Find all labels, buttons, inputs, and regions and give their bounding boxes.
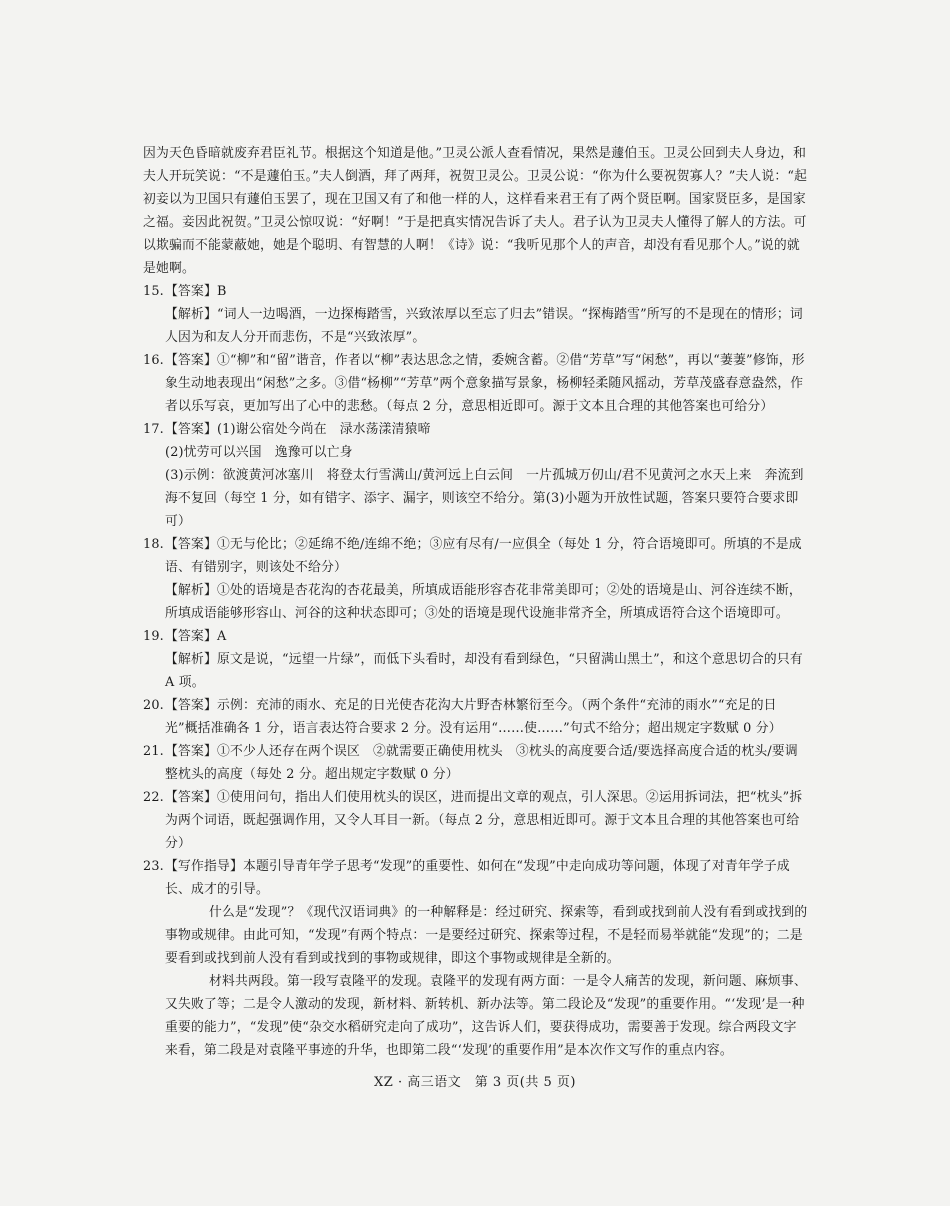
answer-item-22 [143,786,809,855]
item-number: 17. [143,422,164,437]
writing-guide-line: 【写作指导】本题引导青年学子思考“发现”的重要性、如何在“发现”中走向成功等问题，体现了对青年学子成长、成才的引导。 [165,859,790,897]
answer-item-20 [143,694,809,740]
item-number: 18. [143,537,164,552]
answer-line: 【答案】示例：充沛的雨水、充足的日光使杏花沟大片野杏林繁衍至今。（两个条件“充沛的雨水”“充足的日光”概括准确各 1 分，语言表达符合要求 2 分。没有运用“……使……”句式不给分；超出规定字数赋 0 分） [165,698,782,736]
answer-item-17 [143,418,809,533]
answer-item-15 [143,280,809,349]
answer-line: 【答案】①无与伦比；②延绵不绝/连绵不绝；③应有尽有/一应俱全（每处 1 分，符合语境即可。所填的不是成语、有错别字，则该处不给分） [165,537,802,575]
page-footer: XZ · 高三语文 第 3 页(共 5 页) [374,1075,576,1090]
item-number: 22. [143,790,164,805]
answer-item-18 [143,533,809,625]
answer-line: 【答案】①不少人还存在两个误区 ②就需要正确使用枕头 ③枕头的高度要合适/要选择高度合适的枕头/要调整枕头的高度（每处 2 分。超出规定字数赋 0 分） [165,744,798,782]
analysis-line: 【解析】“词人一边喝酒，一边探梅踏雪，兴致浓厚以至忘了归去”错误。“探梅踏雪”所写的不是现在的情形；词人因为和友人分开而悲伤，不是“兴致浓厚”。 [165,307,803,345]
translation-tail: 因为天色昏暗就废弃君臣礼节。根据这个知道是他。”卫灵公派人查看情况，果然是蘧伯玉。卫灵公回到夫人身边，和夫人开玩笑说：“不是蘧伯玉。”夫人倒酒，拜了两拜，祝贺卫灵公。卫灵公说：“你为什么要祝贺寡人？”夫人说：“起初妾以为卫国只有蘧伯玉罢了，现在卫国又有了和他一样的人，这样看来君王有了两个贤臣啊。国家贤臣多，是国家之福。妾因此祝贺。”卫灵公惊叹说：“好啊！”于是把真实情况告诉了夫人。君子认为卫灵夫人懂得了解人的方法。可以欺骗而不能蒙蔽她，她是个聪明、有智慧的人啊！《诗》说：“我听见那个人的声音，却没有看见那个人。”说的就是她啊。 [143,146,808,276]
page-content [143,142,809,1062]
analysis-line: 【解析】原文是说，“远望一片绿”，而低下头看时，却没有看到绿色，“只留满山黑土”，和这个意思切合的只有 A 项。 [165,652,803,690]
answer-line: (2)忧劳可以兴国 逸豫可以亡身 [165,445,353,460]
writing-paragraph-2: 材料共两段。第一段写袁隆平的发现。袁隆平的发现有两方面：一是令人痛苦的发现，新问题、麻烦事、又失败了等；二是令人激动的发现，新材料、新转机、新办法等。第二段论及“发现”的重要作用。“‘发现’是一种重要的能力”，“发现”使“杂交水稻研究走向了成功”，这告诉人们，要获得成功，需要善于发现。综合两段文字来看，第二段是对袁隆平事迹的升华，也即第二段“‘发现’的重要作用”是本次作文写作的重点内容。 [165,974,807,1058]
answer-line: 【答案】A [165,629,227,644]
answer-item-16 [143,349,809,418]
item-number: 16. [143,353,164,368]
writing-paragraph-1: 什么是“发现”？《现代汉语词典》的一种解释是：经过研究、探索等，看到或找到前人没有看到或找到的事物或规律。由此可知，“发现”有两个特点：一是要经过研究、探索等过程，不是轻而易举就能“发现”的；二是要看到或找到前人没有看到或找到的事物或规律，即这个事物或规律是全新的。 [165,905,808,966]
item-number: 15. [143,284,164,299]
answer-line: 【答案】(1)谢公宿处今尚在 渌水荡漾清猿啼 [165,422,431,437]
item-number: 23. [143,859,164,874]
answer-item-19 [143,625,809,694]
analysis-line: 【解析】①处的语境是杏花沟的杏花最美，所填成语能形容杏花非常美即可；②处的语境是山、河谷连续不断，所填成语能够形容山、河谷的这种状态即可；③处的语境是现代设施非常齐全，所填成语符合这个语境即可。 [165,583,802,621]
item-number: 19. [143,629,164,644]
answer-line: 【答案】①使用问句，指出人们使用枕头的误区，进而提出文章的观点，引人深思。②运用拆词法，把“枕头”拆为两个词语，既起强调作用，又令人耳目一新。（每点 2 分，意思相近即可。源于文本且合理的其他答案也可给分） [165,790,803,851]
answer-line: 【答案】①“柳”和“留”谐音，作者以“柳”表达思念之情，委婉含蓄。②借“芳草”写“闲愁”，再以“萋萋”修饰，形象生动地表现出“闲愁”之多。③借“杨柳”“芳草”两个意象描写景象，杨柳轻柔随风摇动，芳草茂盛春意盎然，作者以乐写哀，更加写出了心中的悲愁。（每点 2 分，意思相近即可。源于文本且合理的其他答案也可给分） [165,353,805,414]
answer-item-23 [143,855,809,1062]
answer-item-21 [143,740,809,786]
item-number: 20. [143,698,164,713]
answer-line: (3)示例：欲渡黄河冰塞川 将登太行雪满山/黄河远上白云间 一片孤城万仞山/君不见黄河之水天上来 奔流到海不复回（每空 1 分，如有错字、添字、漏字，则该空不给分。第(3)小题为开放性试题，答案只要符合要求即可） [165,468,804,529]
item-number: 21. [143,744,164,759]
answer-line: 【答案】B [165,284,227,299]
